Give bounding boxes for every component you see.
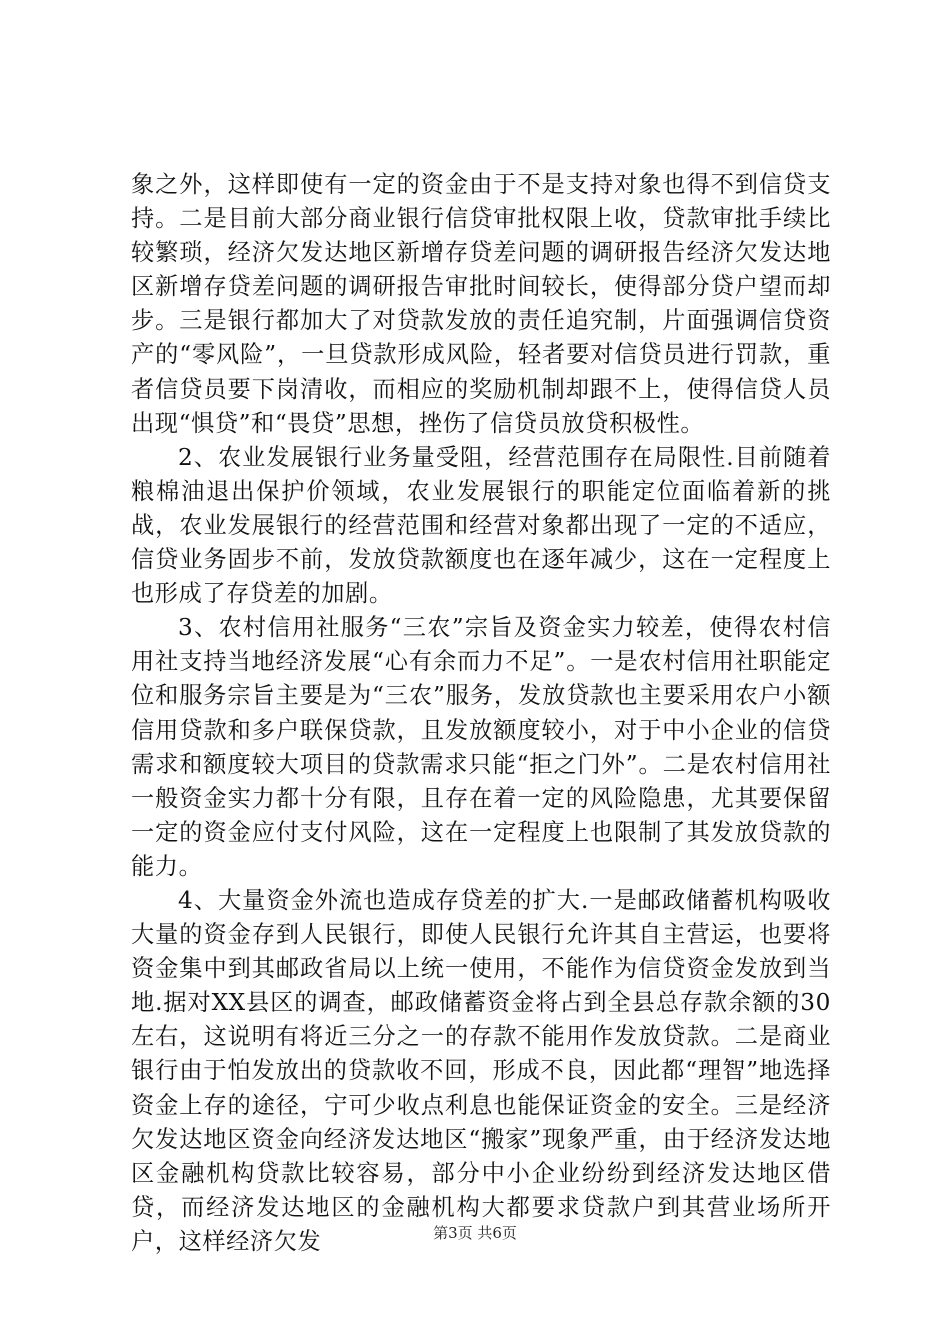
document-body — [131, 168, 831, 1259]
paragraph-4: 4、大量资金外流也造成存贷差的扩大.一是邮政储蓄机构吸收大量的资金存到人民银行，即使人民银行允许其自主营运，也要将资金集中到其邮政省局以上统一使用，不能作为信贷资金发放到当地.据对XX县区的调查，邮政储蓄资金将占到全县总存款余额的30左右，这说明有将近三分之一的存款不能用作发放贷款。二是商业银行由于怕发放出的贷款收不回，形成不良，因此都“理智”地选择资金上存的途径，宁可少收点利息也能保证资金的安全。三是经济欠发达地区资金向经济发达地区“搬家”现象严重，由于经济发达地区金融机构贷款比较容易，部分中小企业纷纷到经济发达地区借贷，而经济发达地区的金融机构大都要求贷款户到其营业场所开户，这样经济欠发 — [131, 886, 831, 1255]
paragraph-1: 象之外，这样即使有一定的资金由于不是支持对象也得不到信贷支持。二是目前大部分商业银行信贷审批权限上收，贷款审批手续比较繁琐，经济欠发达地区新增存贷差问题的调研报告经济欠发达地区新增存贷差问题的调研报告审批时间较长，使得部分贷户望而却步。三是银行都加大了对贷款发放的责任追究制，片面强调信贷资产的“零风险”，一旦贷款形成风险，轻者要对信贷员进行罚款，重者信贷员要下岗清收，而相应的奖励机制却跟不上，使得信贷人员出现“惧贷”和“畏贷”思想，挫伤了信贷员放贷积极性。 — [131, 171, 831, 437]
paragraph-2: 2、农业发展银行业务量受阻，经营范围存在局限性.目前随着粮棉油退出保护价领域，农业发展银行的职能定位面临着新的挑战，农业发展银行的经营范围和经营对象都出现了一定的不适应，信贷业务固步不前，发放贷款额度也在逐年减少，这在一定程度上也形成了存贷差的加剧。 — [131, 443, 831, 608]
page-number-label: 第3页 共6页 — [433, 1224, 517, 1242]
paragraph-3: 3、农村信用社服务“三农”宗旨及资金实力较差，使得农村信用社支持当地经济发展“心有余而力不足”。一是农村信用社职能定位和服务宗旨主要是为“三农”服务，发放贷款也主要采用农户小额信用贷款和多户联保贷款，且发放额度较小，对于中小企业的信贷需求和额度较大项目的贷款需求只能“拒之门外”。二是农村信用社一般资金实力都十分有限，且存在着一定的风险隐患，尤其要保留一定的资金应付支付风险，这在一定程度上也限制了其发放贷款的能力。 — [131, 614, 831, 880]
page-footer — [0, 1223, 950, 1243]
